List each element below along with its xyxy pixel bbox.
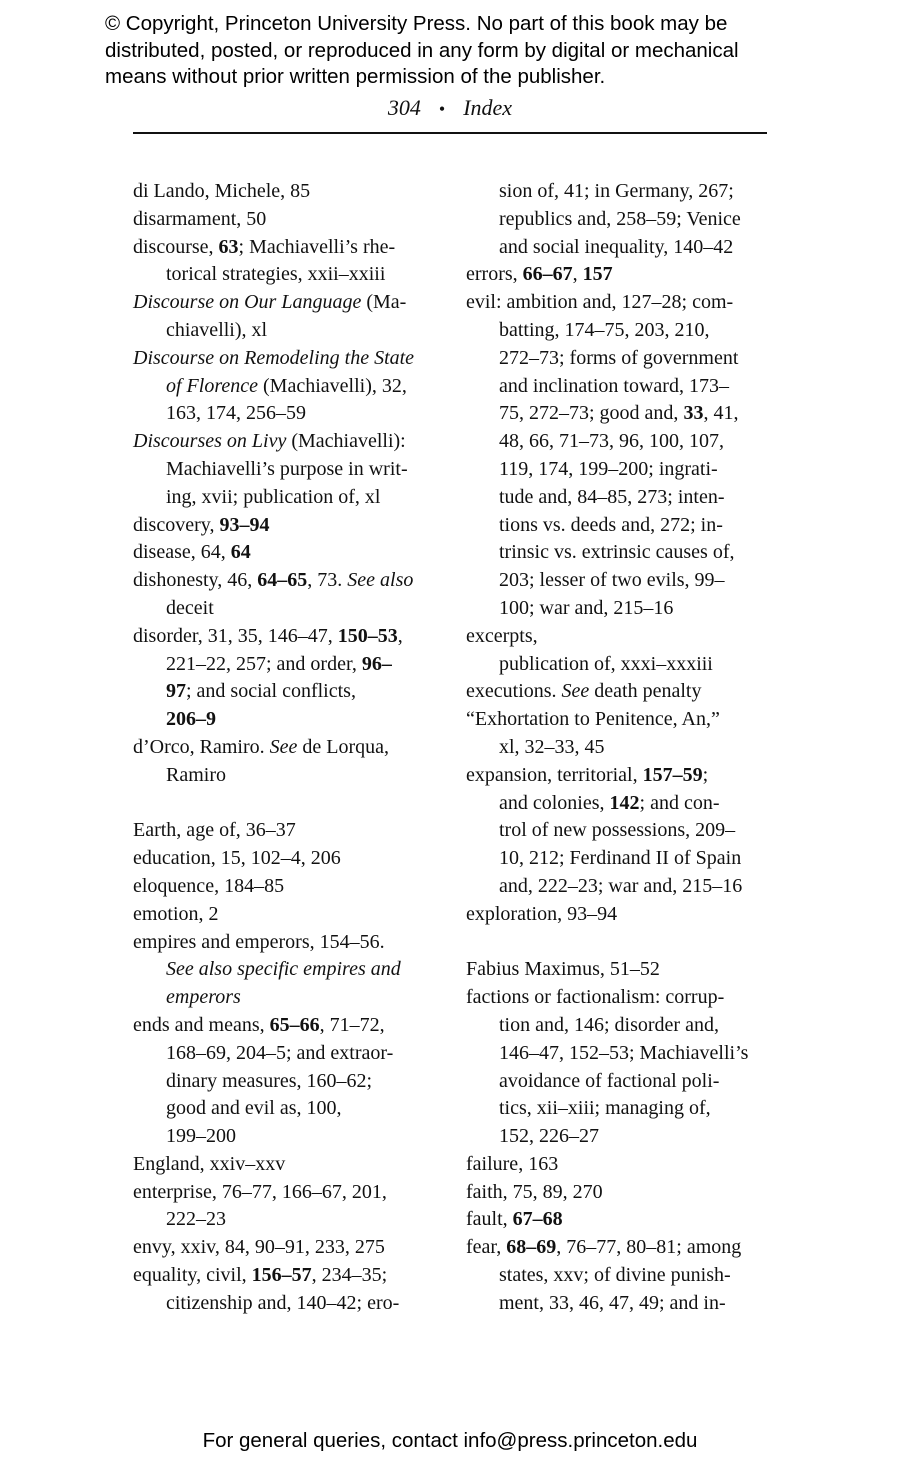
index-line: Fabius Maximus, 51–52: [466, 958, 660, 981]
index-line: 206–9: [166, 708, 216, 731]
index-line: equality, civil, 156–57, 234–35;: [133, 1264, 388, 1287]
index-line: 48, 66, 71–73, 96, 100, 107,: [499, 430, 724, 453]
index-line: torical strategies, xxii–xxiii: [166, 263, 386, 286]
index-line: states, xxv; of divine punish-: [499, 1264, 731, 1287]
index-line: 152, 226–27: [499, 1125, 599, 1148]
index-line: discourse, 63; Machiavelli’s rhe-: [133, 235, 396, 258]
index-line: 163, 174, 256–59: [166, 402, 306, 425]
index-column-left: [133, 178, 438, 1318]
index-line: dinary measures, 160–62;: [166, 1069, 373, 1092]
index-line: expansion, territorial, 157–59;: [466, 763, 709, 786]
index-line: 75, 272–73; good and, 33, 41,: [499, 402, 739, 425]
index-line: errors, 66–67, 157: [466, 263, 613, 286]
page-number: 304: [387, 95, 421, 120]
index-line: enterprise, 76–77, 166–67, 201,: [133, 1180, 387, 1203]
index-line: disease, 64, 64: [133, 541, 251, 564]
index-line: republics and, 258–59; Venice: [499, 207, 741, 230]
index-line: Ramiro: [166, 763, 226, 786]
index-line: trinsic vs. extrinsic causes of,: [499, 541, 735, 564]
index-line: publication of, xxxi–xxxiii: [499, 652, 713, 675]
index-line: deceit: [166, 596, 214, 619]
index-line: good and evil as, 100,: [166, 1097, 342, 1120]
header-rule: [133, 132, 767, 134]
index-line: 203; lesser of two evils, 99–: [499, 569, 725, 592]
index-line: failure, 163: [466, 1152, 559, 1175]
index-line: Earth, age of, 36–37: [133, 819, 296, 842]
index-line: avoidance of factional poli-: [499, 1069, 720, 1092]
index-line: and, 222–23; war and, 215–16: [499, 874, 743, 897]
index-line: excerpts,: [466, 624, 538, 647]
index-line: Machiavelli’s purpose in writ-: [166, 457, 408, 480]
footer-contact: For general queries, contact info@press.princeton.edu: [202, 1429, 698, 1452]
index-line: and social inequality, 140–42: [499, 235, 734, 258]
index-line: trol of new possessions, 209–: [499, 819, 736, 842]
index-line: disorder, 31, 35, 146–47, 150–53,: [133, 624, 403, 647]
index-line: 146–47, 152–53; Machiavelli’s: [499, 1041, 749, 1064]
copyright-line: © Copyright, Princeton University Press. No part of this book may be: [105, 12, 728, 35]
index-line: tics, xii–xiii; managing of,: [499, 1097, 711, 1120]
index-line: 97; and social conflicts,: [166, 680, 356, 703]
index-line: See also specific empires and: [166, 958, 401, 981]
index-line: 10, 212; Ferdinand II of Spain: [499, 847, 742, 870]
index-line: Discourses on Livy (Machiavelli):: [133, 430, 406, 453]
index-line: emotion, 2: [133, 902, 219, 925]
index-line: dishonesty, 46, 64–65, 73. See also: [133, 569, 414, 592]
index-line: batting, 174–75, 203, 210,: [499, 318, 710, 341]
index-line: evil: ambition and, 127–28; com-: [466, 291, 734, 314]
index-line: envy, xxiv, 84, 90–91, 233, 275: [133, 1236, 385, 1259]
index-line: faith, 75, 89, 270: [466, 1180, 603, 1203]
index-line: ing, xvii; publication of, xl: [166, 485, 381, 508]
index-line: empires and emperors, 154–56.: [133, 930, 385, 953]
index-line: fear, 68–69, 76–77, 80–81; among: [466, 1236, 742, 1259]
index-line: and colonies, 142; and con-: [499, 791, 720, 814]
section-gap: [466, 929, 771, 957]
index-line: xl, 32–33, 45: [499, 735, 605, 758]
index-line: England, xxiv–xxv: [133, 1152, 286, 1175]
index-line: discovery, 93–94: [133, 513, 270, 536]
index-line: fault, 67–68: [466, 1208, 563, 1231]
index-line: of Florence (Machiavelli), 32,: [166, 374, 407, 397]
section-gap: [133, 790, 438, 818]
index-line: tude and, 84–85, 273; inten-: [499, 485, 725, 508]
index-line: exploration, 93–94: [466, 902, 618, 925]
index-line: 221–22, 257; and order, 96–: [166, 652, 392, 675]
index-line: and inclination toward, 173–: [499, 374, 729, 397]
index-line: ends and means, 65–66, 71–72,: [133, 1013, 385, 1036]
index-line: ment, 33, 46, 47, 49; and in-: [499, 1291, 726, 1314]
index-line: disarmament, 50: [133, 207, 267, 230]
index-line: 272–73; forms of government: [499, 346, 739, 369]
copyright-line: distributed, posted, or reproduced in any form by digital or mechanical: [105, 38, 739, 62]
index-line: tions vs. deeds and, 272; in-: [499, 513, 723, 536]
index-column-right: [466, 178, 771, 1318]
index-line: education, 15, 102–4, 206: [133, 847, 341, 870]
index-line: citizenship and, 140–42; ero-: [166, 1291, 400, 1314]
index-line: 168–69, 204–5; and extraor-: [166, 1041, 394, 1064]
index-line: Discourse on Our Language (Ma-: [133, 291, 407, 314]
index-line: di Lando, Michele, 85: [133, 180, 311, 202]
copyright-notice: [105, 11, 845, 91]
index-line: chiavelli), xl: [166, 318, 268, 341]
index-line: 100; war and, 215–16: [499, 596, 674, 619]
index-line: 222–23: [166, 1208, 226, 1231]
separator-dot: •: [438, 99, 446, 119]
index-line: Discourse on Remodeling the State: [133, 346, 415, 369]
index-line: sion of, 41; in Germany, 267;: [499, 180, 734, 202]
index-line: tion and, 146; disorder and,: [499, 1013, 719, 1036]
index-line: emperors: [166, 986, 241, 1009]
index-line: d’Orco, Ramiro. See de Lorqua,: [133, 735, 390, 758]
index-line: 119, 174, 199–200; ingrati-: [499, 457, 718, 480]
index-line: eloquence, 184–85: [133, 874, 285, 897]
index-line: “Exhortation to Penitence, An,”: [466, 708, 720, 731]
running-head: [133, 93, 767, 124]
section-title: Index: [463, 95, 513, 120]
index-line: factions or factionalism: corrup-: [466, 986, 725, 1009]
copyright-line: means without prior written permission of the publisher.: [105, 65, 606, 88]
index-line: executions. See death penalty: [466, 680, 702, 703]
index-line: 199–200: [166, 1125, 236, 1148]
